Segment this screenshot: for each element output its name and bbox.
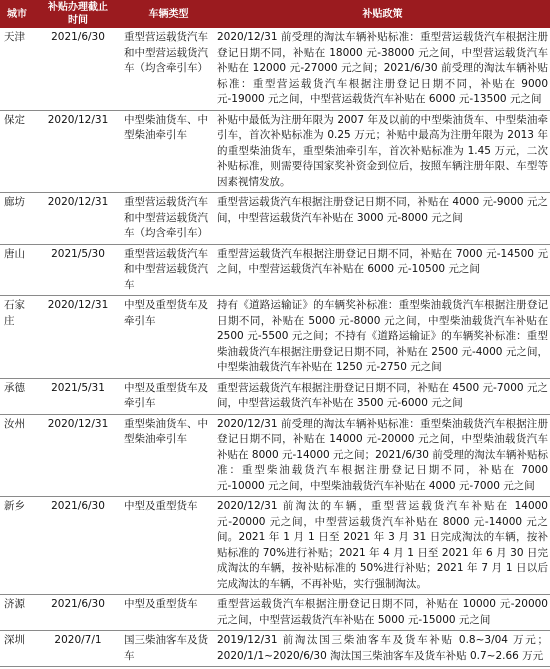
deadline-cell: 2021/5/30 <box>34 244 122 296</box>
city-cell: 承德 <box>0 378 34 414</box>
header-deadline <box>34 0 122 28</box>
vehicle-cell: 中型柴油货车、中型柴油牵引车 <box>122 110 215 193</box>
table-row <box>0 244 550 296</box>
deadline-cell: 2021/6/30 <box>34 595 122 631</box>
deadline-cell: 2020/12/31 <box>34 110 122 193</box>
header-deadline-line2: 时间 <box>68 15 88 26</box>
vehicle-cell: 重型柴油货车、中型柴油牵引车 <box>122 414 215 497</box>
policy-cell: 2020/12/31 前淘汰的车辆，重型营运载货汽车补贴在 14000 元-20000 元之间，中型营运载货汽车补贴在 8000 元-14000 元之间。2021 年 1 月 1 日至 2021 年 3 月 31 日完成淘汰的车辆，按补贴标准的 70%进行补贴；2021 年 4 月 1 日至 2021 年 6 月 30 日完成淘汰的车辆，按补贴标准的 50%进行补贴；2021 年 7 月 1 日以后完成淘汰的车辆，不再补贴，实行强制淘汰。 <box>215 497 550 595</box>
header-deadline-line1: 补贴办理截止 <box>48 2 108 13</box>
header-policy-label: 补贴政策 <box>362 8 403 20</box>
deadline-cell: 2021/5/31 <box>34 378 122 414</box>
table-row <box>0 296 550 379</box>
city-cell: 济源 <box>0 595 34 631</box>
header-city <box>0 0 34 28</box>
vehicle-cell: 中型及重型货车及牵引车 <box>122 378 215 414</box>
vehicle-cell: 重型营运载货汽车和中型营运载货汽车（均含牵引车） <box>122 193 215 245</box>
policy-cell: 2020/12/31 前受理的淘汰车辆补贴标准：重型柴油载货汽车根据注册登记日期不同，补贴在 14000 元-20000 元之间，中型柴油载货汽车补贴在 8000 元-14000 元之间；2021/6/30 前受理的淘汰车辆补贴标准：重型柴油载货汽车根据注册登记日期不同，补贴在 7000 元-10000 元之间，中型柴油载货汽车补贴在 4000 元-7000 元之间 <box>215 414 550 497</box>
policy-cell: 重型营运载货汽车根据注册登记日期不同，补贴在 4500 元-7000 元之间，中型营运载货汽车补贴在 3500 元-6000 元之间 <box>215 378 550 414</box>
policy-cell: 重型营运载货汽车根据注册登记日期不同，补贴在 7000 元-14500 元之间，中型营运载货汽车补贴在 6000 元-10500 元之间 <box>215 244 550 296</box>
deadline-cell: 2021/6/30 <box>34 28 122 110</box>
deadline-cell: 2021/6/30 <box>34 497 122 595</box>
deadline-cell: 2020/12/31 <box>34 296 122 379</box>
city-cell: 石家庄 <box>0 296 34 379</box>
table-row <box>0 110 550 193</box>
header-vehicle <box>122 0 215 28</box>
vehicle-cell: 中型及重型货车 <box>122 595 215 631</box>
city-cell: 廊坊 <box>0 193 34 245</box>
policy-cell: 重型营运载货汽车根据注册登记日期不同，补贴在 4000 元-9000 元之间，中型营运载货汽车补贴在 3000 元-8000 元之间 <box>215 193 550 245</box>
table-row <box>0 378 550 414</box>
vehicle-cell: 中型及重型货车 <box>122 497 215 595</box>
policy-cell: 2019/12/31 前淘汰国三柴油客车及货车补贴 0.8~3/04 万元；2020/1/1~2020/6/30 淘汰国三柴油客车及货车补贴 0.7~2.66 万元 <box>215 631 550 667</box>
policy-cell: 持有《道路运输证》的车辆奖补标准：重型柴油载货汽车根据注册登记日期不同，补贴在 5000 元-8000 元之间，中型柴油载货汽车补贴在 2500 元-5500 元之间；不持有《道路运输证》的车辆奖补标准：重型柴油载货汽车根据注册登记日期不同，补贴在 2500 元-4000 元之间，中型柴油载货汽车补贴在 1250 元-2750 元之间 <box>215 296 550 379</box>
city-cell: 保定 <box>0 110 34 193</box>
vehicle-cell: 重型营运载货汽车和中型营运载货汽车 <box>122 244 215 296</box>
header-city-label: 城市 <box>7 8 27 20</box>
city-cell: 新乡 <box>0 497 34 595</box>
table-row <box>0 497 550 595</box>
table-row <box>0 631 550 667</box>
city-cell: 天津 <box>0 28 34 110</box>
vehicle-cell: 国三柴油客车及货车 <box>122 631 215 667</box>
vehicle-cell: 重型营运载货汽车和中型营运载货汽车（均含牵引车） <box>122 28 215 110</box>
policy-cell: 2020/12/31 前受理的淘汰车辆补贴标准：重型营运载货汽车根据注册登记日期不同，补贴在 18000 元-38000 元之间，中型营运载货汽车补贴在 12000 元-27000 元之间；2021/6/30 前受理的淘汰车辆补贴标准：重型营运载货汽车根据注册登记日期不同，补贴在 9000 元-19000 元之间，中型营运载货汽车补贴在 6000 元-13500 元之间 <box>215 28 550 110</box>
policy-cell: 重型营运载货汽车根据注册登记日期不同，补贴在 10000 元-20000 元之间，中型营运载货汽车补贴在 5000 元-15000 元之间 <box>215 595 550 631</box>
deadline-cell: 2020/12/31 <box>34 193 122 245</box>
city-cell: 汝州 <box>0 414 34 497</box>
table-row <box>0 193 550 245</box>
table-row <box>0 595 550 631</box>
header-vehicle-label: 车辆类型 <box>148 8 189 20</box>
table-header-row <box>0 0 550 28</box>
vehicle-cell: 中型及重型货车及牵引车 <box>122 296 215 379</box>
city-cell: 唐山 <box>0 244 34 296</box>
table-row <box>0 414 550 497</box>
header-policy <box>215 0 550 28</box>
city-cell: 深圳 <box>0 631 34 667</box>
table-row <box>0 28 550 110</box>
policy-cell: 补贴中最低为注册年限为 2007 年及以前的中型柴油货车、中型柴油牵引车，首次补贴标准为 0.25 万元；补贴中最高为注册年限为 2013 年的重型柴油货车，重型柴油牵引车，首次补贴标准为 1.45 万元，二次补贴标准，则需要待国家奖补资金到位后，按照车辆注册年限、车型等因素视情发放。 <box>215 110 550 193</box>
deadline-cell: 2020/7/1 <box>34 631 122 667</box>
deadline-cell: 2020/12/31 <box>34 414 122 497</box>
